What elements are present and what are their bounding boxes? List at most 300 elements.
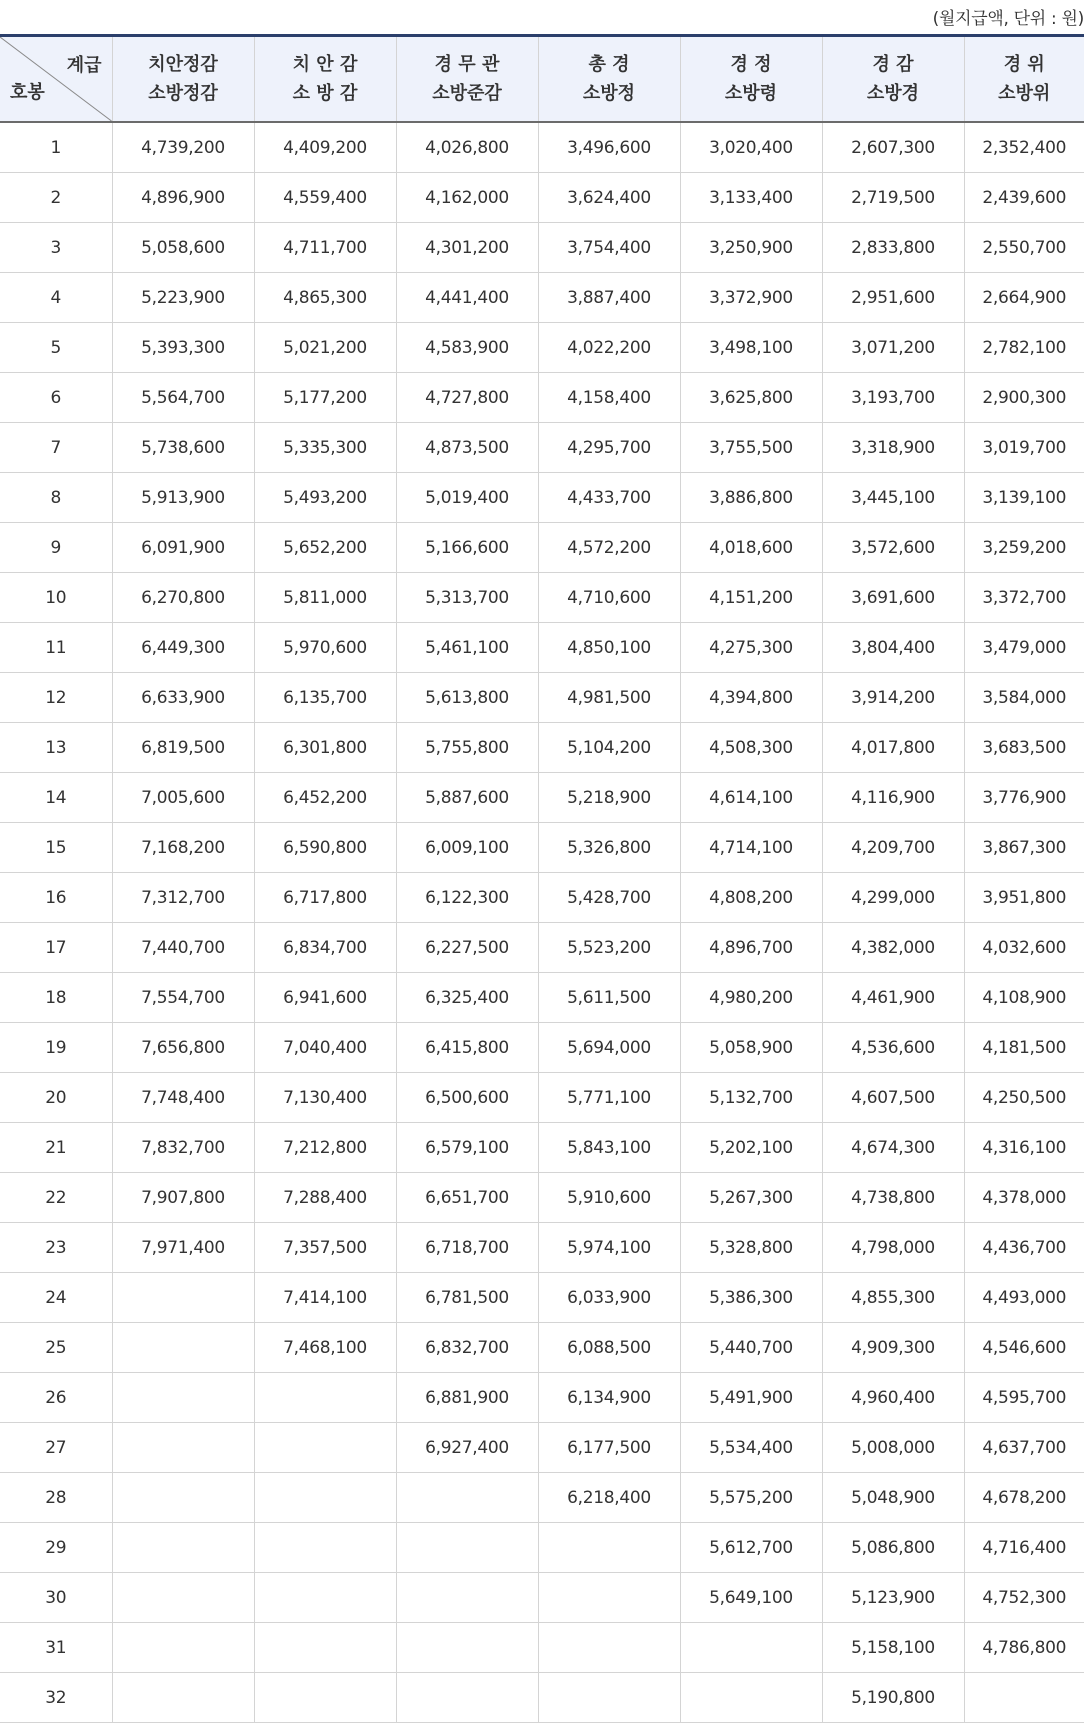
salary-cell: 3,445,100 <box>822 473 964 523</box>
salary-cell: 2,833,800 <box>822 223 964 273</box>
salary-cell: 5,755,800 <box>396 723 538 773</box>
step-number-cell: 15 <box>0 823 112 873</box>
salary-cell: 4,865,300 <box>254 273 396 323</box>
table-row <box>0 923 1084 973</box>
salary-cell: 4,181,500 <box>964 1023 1084 1073</box>
step-number-cell: 10 <box>0 573 112 623</box>
salary-cell: 5,008,000 <box>822 1423 964 1473</box>
salary-cell: 6,033,900 <box>538 1273 680 1323</box>
salary-cell: 7,130,400 <box>254 1073 396 1123</box>
salary-cell: 6,227,500 <box>396 923 538 973</box>
table-row <box>0 973 1084 1023</box>
header-fire-rank: 소방경 <box>866 83 920 104</box>
header-fire-rank: 소방준감 <box>432 83 502 104</box>
table-row <box>0 423 1084 473</box>
salary-cell: 3,496,600 <box>538 122 680 173</box>
salary-cell: 4,583,900 <box>396 323 538 373</box>
salary-cell <box>112 1573 254 1623</box>
salary-cell: 6,500,600 <box>396 1073 538 1123</box>
salary-cell: 4,786,800 <box>964 1623 1084 1673</box>
salary-cell: 2,439,600 <box>964 173 1084 223</box>
step-number-cell: 28 <box>0 1473 112 1523</box>
salary-cell: 5,613,800 <box>396 673 538 723</box>
step-number-cell: 23 <box>0 1223 112 1273</box>
step-number-cell: 8 <box>0 473 112 523</box>
salary-cell: 6,452,200 <box>254 773 396 823</box>
header-rank-col-6 <box>822 36 964 123</box>
salary-cell: 2,719,500 <box>822 173 964 223</box>
salary-cell: 4,378,000 <box>964 1173 1084 1223</box>
salary-cell: 4,614,100 <box>680 773 822 823</box>
salary-cell <box>112 1623 254 1673</box>
salary-cell: 6,781,500 <box>396 1273 538 1323</box>
header-step-label: 호봉 <box>10 82 45 103</box>
header-police-rank: 경 무 관 <box>434 54 500 75</box>
salary-cell: 4,607,500 <box>822 1073 964 1123</box>
salary-cell: 4,981,500 <box>538 673 680 723</box>
salary-cell: 6,449,300 <box>112 623 254 673</box>
salary-cell: 4,116,900 <box>822 773 964 823</box>
table-row <box>0 1523 1084 1573</box>
header-rank-col-7 <box>964 36 1084 123</box>
salary-cell: 4,739,200 <box>112 122 254 173</box>
table-row <box>0 573 1084 623</box>
salary-cell: 4,572,200 <box>538 523 680 573</box>
salary-cell: 5,326,800 <box>538 823 680 873</box>
salary-cell: 5,611,500 <box>538 973 680 1023</box>
salary-cell <box>396 1473 538 1523</box>
unit-note: (월지급액, 단위 : 원) <box>932 9 1084 29</box>
salary-cell: 5,910,600 <box>538 1173 680 1223</box>
step-number-cell: 4 <box>0 273 112 323</box>
salary-cell: 6,717,800 <box>254 873 396 923</box>
salary-cell <box>538 1573 680 1623</box>
salary-cell: 2,550,700 <box>964 223 1084 273</box>
step-number-cell: 32 <box>0 1673 112 1723</box>
header-rank-col-4 <box>538 36 680 123</box>
salary-cell <box>254 1423 396 1473</box>
salary-cell: 6,579,100 <box>396 1123 538 1173</box>
salary-cell: 4,508,300 <box>680 723 822 773</box>
table-header-row <box>0 36 1084 123</box>
salary-cell <box>254 1473 396 1523</box>
salary-cell <box>396 1673 538 1723</box>
salary-cell: 7,040,400 <box>254 1023 396 1073</box>
salary-cell: 5,652,200 <box>254 523 396 573</box>
table-row <box>0 1123 1084 1173</box>
salary-cell: 5,104,200 <box>538 723 680 773</box>
step-number-cell: 31 <box>0 1623 112 1673</box>
step-number-cell: 13 <box>0 723 112 773</box>
salary-cell: 3,886,800 <box>680 473 822 523</box>
salary-table <box>0 34 1084 1723</box>
salary-cell: 4,798,000 <box>822 1223 964 1273</box>
table-row <box>0 1423 1084 1473</box>
table-row <box>0 273 1084 323</box>
salary-cell: 7,005,600 <box>112 773 254 823</box>
table-row <box>0 323 1084 373</box>
salary-cell <box>396 1573 538 1623</box>
salary-cell: 3,625,800 <box>680 373 822 423</box>
salary-cell: 2,352,400 <box>964 122 1084 173</box>
step-number-cell: 26 <box>0 1373 112 1423</box>
salary-cell: 5,335,300 <box>254 423 396 473</box>
salary-cell: 7,414,100 <box>254 1273 396 1323</box>
salary-cell: 3,193,700 <box>822 373 964 423</box>
salary-cell: 7,168,200 <box>112 823 254 873</box>
salary-cell: 5,491,900 <box>680 1373 822 1423</box>
header-fire-rank: 소방위 <box>998 83 1051 104</box>
salary-cell: 5,328,800 <box>680 1223 822 1273</box>
table-row <box>0 1023 1084 1073</box>
salary-cell: 4,716,400 <box>964 1523 1084 1573</box>
salary-cell <box>964 1673 1084 1723</box>
salary-cell: 3,804,400 <box>822 623 964 673</box>
table-body <box>0 122 1084 1723</box>
salary-cell: 5,123,900 <box>822 1573 964 1623</box>
salary-cell: 6,218,400 <box>538 1473 680 1523</box>
salary-cell: 6,633,900 <box>112 673 254 723</box>
salary-cell: 6,301,800 <box>254 723 396 773</box>
step-number-cell: 6 <box>0 373 112 423</box>
salary-cell: 5,086,800 <box>822 1523 964 1573</box>
salary-cell: 4,873,500 <box>396 423 538 473</box>
salary-cell: 3,479,000 <box>964 623 1084 673</box>
table-row <box>0 1573 1084 1623</box>
salary-cell: 5,970,600 <box>254 623 396 673</box>
salary-cell: 6,927,400 <box>396 1423 538 1473</box>
salary-cell: 4,595,700 <box>964 1373 1084 1423</box>
salary-cell: 4,032,600 <box>964 923 1084 973</box>
salary-cell: 2,900,300 <box>964 373 1084 423</box>
salary-cell: 3,498,100 <box>680 323 822 373</box>
salary-cell: 4,018,600 <box>680 523 822 573</box>
step-number-cell: 30 <box>0 1573 112 1623</box>
salary-cell: 3,259,200 <box>964 523 1084 573</box>
salary-cell: 7,468,100 <box>254 1323 396 1373</box>
step-number-cell: 2 <box>0 173 112 223</box>
salary-cell <box>254 1373 396 1423</box>
salary-cell: 4,436,700 <box>964 1223 1084 1273</box>
salary-cell <box>112 1373 254 1423</box>
salary-cell: 5,132,700 <box>680 1073 822 1123</box>
step-number-cell: 1 <box>0 122 112 173</box>
salary-cell <box>254 1523 396 1573</box>
step-number-cell: 3 <box>0 223 112 273</box>
salary-cell: 4,714,100 <box>680 823 822 873</box>
header-police-rank: 치 안 감 <box>292 54 358 75</box>
salary-cell: 4,151,200 <box>680 573 822 623</box>
salary-cell: 3,867,300 <box>964 823 1084 873</box>
salary-cell: 7,440,700 <box>112 923 254 973</box>
salary-cell: 6,088,500 <box>538 1323 680 1373</box>
salary-cell: 3,914,200 <box>822 673 964 723</box>
salary-cell: 4,409,200 <box>254 122 396 173</box>
table-row <box>0 1173 1084 1223</box>
header-police-rank: 경 위 <box>1003 54 1045 75</box>
salary-cell: 5,019,400 <box>396 473 538 523</box>
salary-cell: 3,584,000 <box>964 673 1084 723</box>
salary-cell: 5,887,600 <box>396 773 538 823</box>
step-number-cell: 9 <box>0 523 112 573</box>
salary-cell: 3,372,900 <box>680 273 822 323</box>
salary-cell: 5,313,700 <box>396 573 538 623</box>
salary-cell: 4,299,000 <box>822 873 964 923</box>
salary-cell: 4,433,700 <box>538 473 680 523</box>
salary-cell: 6,134,900 <box>538 1373 680 1423</box>
salary-cell: 4,808,200 <box>680 873 822 923</box>
table-row <box>0 1373 1084 1423</box>
salary-cell: 6,415,800 <box>396 1023 538 1073</box>
salary-cell: 6,590,800 <box>254 823 396 873</box>
salary-cell: 6,177,500 <box>538 1423 680 1473</box>
salary-cell: 3,250,900 <box>680 223 822 273</box>
salary-cell: 4,441,400 <box>396 273 538 323</box>
salary-cell: 5,493,200 <box>254 473 396 523</box>
salary-cell <box>680 1673 822 1723</box>
table-row <box>0 373 1084 423</box>
salary-cell: 5,575,200 <box>680 1473 822 1523</box>
salary-cell: 2,664,900 <box>964 273 1084 323</box>
table-row <box>0 523 1084 573</box>
salary-cell: 4,546,600 <box>964 1323 1084 1373</box>
salary-cell: 4,382,000 <box>822 923 964 973</box>
salary-cell: 3,139,100 <box>964 473 1084 523</box>
step-number-cell: 29 <box>0 1523 112 1573</box>
salary-cell <box>112 1523 254 1573</box>
salary-cell: 4,850,100 <box>538 623 680 673</box>
salary-cell: 4,301,200 <box>396 223 538 273</box>
salary-cell: 6,325,400 <box>396 973 538 1023</box>
salary-cell <box>538 1623 680 1673</box>
header-police-rank: 치안정감 <box>148 54 218 75</box>
salary-cell: 4,209,700 <box>822 823 964 873</box>
salary-cell: 5,771,100 <box>538 1073 680 1123</box>
step-number-cell: 16 <box>0 873 112 923</box>
salary-cell: 7,748,400 <box>112 1073 254 1123</box>
salary-cell: 4,158,400 <box>538 373 680 423</box>
salary-cell: 4,711,700 <box>254 223 396 273</box>
salary-cell: 3,372,700 <box>964 573 1084 623</box>
salary-cell: 2,782,100 <box>964 323 1084 373</box>
salary-cell <box>396 1623 538 1673</box>
salary-cell: 3,318,900 <box>822 423 964 473</box>
salary-cell: 3,019,700 <box>964 423 1084 473</box>
salary-cell: 7,907,800 <box>112 1173 254 1223</box>
salary-cell: 5,811,000 <box>254 573 396 623</box>
header-police-rank: 경 정 <box>730 54 772 75</box>
salary-cell: 5,158,100 <box>822 1623 964 1673</box>
salary-cell: 4,674,300 <box>822 1123 964 1173</box>
salary-cell: 4,536,600 <box>822 1023 964 1073</box>
salary-cell: 4,493,000 <box>964 1273 1084 1323</box>
step-number-cell: 24 <box>0 1273 112 1323</box>
table-row <box>0 823 1084 873</box>
header-rank-col-2 <box>254 36 396 123</box>
salary-cell: 5,843,100 <box>538 1123 680 1173</box>
salary-cell: 4,275,300 <box>680 623 822 673</box>
salary-cell: 6,091,900 <box>112 523 254 573</box>
salary-cell <box>254 1673 396 1723</box>
salary-cell: 4,559,400 <box>254 173 396 223</box>
header-fire-rank: 소방정 <box>582 83 636 104</box>
table-row <box>0 1273 1084 1323</box>
salary-cell <box>112 1323 254 1373</box>
salary-cell: 6,718,700 <box>396 1223 538 1273</box>
salary-cell: 6,651,700 <box>396 1173 538 1223</box>
salary-cell <box>680 1623 822 1673</box>
salary-cell: 6,819,500 <box>112 723 254 773</box>
salary-cell <box>112 1673 254 1723</box>
salary-cell: 6,122,300 <box>396 873 538 923</box>
salary-cell <box>396 1523 538 1573</box>
salary-cell: 4,108,900 <box>964 973 1084 1023</box>
salary-cell: 5,974,100 <box>538 1223 680 1273</box>
salary-cell: 4,461,900 <box>822 973 964 1023</box>
header-fire-rank: 소방정감 <box>148 83 218 104</box>
salary-cell: 6,009,100 <box>396 823 538 873</box>
step-number-cell: 5 <box>0 323 112 373</box>
salary-cell: 5,177,200 <box>254 373 396 423</box>
step-number-cell: 11 <box>0 623 112 673</box>
salary-cell: 5,534,400 <box>680 1423 822 1473</box>
salary-cell: 4,316,100 <box>964 1123 1084 1173</box>
salary-cell: 7,971,400 <box>112 1223 254 1273</box>
header-police-rank: 경 감 <box>872 54 914 75</box>
salary-cell: 5,048,900 <box>822 1473 964 1523</box>
step-number-cell: 25 <box>0 1323 112 1373</box>
salary-cell: 5,021,200 <box>254 323 396 373</box>
salary-cell: 5,738,600 <box>112 423 254 473</box>
table-row <box>0 1323 1084 1373</box>
table-row <box>0 623 1084 673</box>
salary-cell: 5,058,600 <box>112 223 254 273</box>
table-row <box>0 1223 1084 1273</box>
salary-cell <box>112 1273 254 1323</box>
step-number-cell: 19 <box>0 1023 112 1073</box>
salary-cell: 3,572,600 <box>822 523 964 573</box>
salary-cell: 5,694,000 <box>538 1023 680 1073</box>
salary-cell: 6,832,700 <box>396 1323 538 1373</box>
step-number-cell: 27 <box>0 1423 112 1473</box>
salary-cell: 5,393,300 <box>112 323 254 373</box>
salary-cell: 7,357,500 <box>254 1223 396 1273</box>
salary-cell: 4,752,300 <box>964 1573 1084 1623</box>
step-number-cell: 21 <box>0 1123 112 1173</box>
salary-cell: 5,166,600 <box>396 523 538 573</box>
table-row <box>0 122 1084 173</box>
salary-cell: 4,017,800 <box>822 723 964 773</box>
header-rank-col-1 <box>112 36 254 123</box>
step-number-cell: 12 <box>0 673 112 723</box>
header-rank-col-3 <box>396 36 538 123</box>
table-row <box>0 223 1084 273</box>
salary-cell: 6,834,700 <box>254 923 396 973</box>
salary-cell: 4,295,700 <box>538 423 680 473</box>
table-row <box>0 1073 1084 1123</box>
salary-cell: 3,776,900 <box>964 773 1084 823</box>
salary-cell: 4,394,800 <box>680 673 822 723</box>
header-rank-col-5 <box>680 36 822 123</box>
step-number-cell: 20 <box>0 1073 112 1123</box>
salary-cell: 3,071,200 <box>822 323 964 373</box>
table-row <box>0 873 1084 923</box>
header-corner-cell <box>0 36 112 123</box>
salary-cell: 6,135,700 <box>254 673 396 723</box>
salary-cell: 5,218,900 <box>538 773 680 823</box>
step-number-cell: 14 <box>0 773 112 823</box>
salary-cell: 2,607,300 <box>822 122 964 173</box>
table-row <box>0 1473 1084 1523</box>
table-row <box>0 1673 1084 1723</box>
salary-cell: 2,951,600 <box>822 273 964 323</box>
header-rank-label: 계급 <box>66 55 102 76</box>
salary-cell: 4,896,700 <box>680 923 822 973</box>
salary-cell: 4,727,800 <box>396 373 538 423</box>
salary-cell: 4,896,900 <box>112 173 254 223</box>
salary-cell: 3,683,500 <box>964 723 1084 773</box>
salary-cell: 4,855,300 <box>822 1273 964 1323</box>
salary-cell: 4,637,700 <box>964 1423 1084 1473</box>
salary-cell: 5,058,900 <box>680 1023 822 1073</box>
table-row <box>0 773 1084 823</box>
salary-cell: 3,887,400 <box>538 273 680 323</box>
salary-cell: 4,710,600 <box>538 573 680 623</box>
salary-cell: 4,909,300 <box>822 1323 964 1373</box>
salary-cell: 3,755,500 <box>680 423 822 473</box>
table-row <box>0 173 1084 223</box>
salary-cell: 3,133,400 <box>680 173 822 223</box>
header-fire-rank: 소 방 감 <box>292 83 358 104</box>
salary-cell: 3,020,400 <box>680 122 822 173</box>
salary-cell: 5,649,100 <box>680 1573 822 1623</box>
table-row <box>0 473 1084 523</box>
salary-cell: 5,428,700 <box>538 873 680 923</box>
salary-cell: 4,678,200 <box>964 1473 1084 1523</box>
table-row <box>0 723 1084 773</box>
table-row <box>0 1623 1084 1673</box>
salary-cell: 7,288,400 <box>254 1173 396 1223</box>
salary-cell: 7,212,800 <box>254 1123 396 1173</box>
salary-cell: 4,960,400 <box>822 1373 964 1423</box>
salary-cell: 4,250,500 <box>964 1073 1084 1123</box>
salary-cell <box>538 1523 680 1573</box>
salary-cell <box>112 1423 254 1473</box>
salary-cell: 5,461,100 <box>396 623 538 673</box>
salary-cell: 4,026,800 <box>396 122 538 173</box>
salary-cell: 4,022,200 <box>538 323 680 373</box>
salary-cell: 5,612,700 <box>680 1523 822 1573</box>
salary-cell <box>538 1673 680 1723</box>
step-number-cell: 22 <box>0 1173 112 1223</box>
salary-cell: 3,951,800 <box>964 873 1084 923</box>
step-number-cell: 17 <box>0 923 112 973</box>
header-police-rank: 총 경 <box>588 54 630 75</box>
salary-cell: 7,312,700 <box>112 873 254 923</box>
salary-cell: 5,913,900 <box>112 473 254 523</box>
salary-cell: 3,754,400 <box>538 223 680 273</box>
salary-cell: 5,190,800 <box>822 1673 964 1723</box>
salary-cell <box>254 1573 396 1623</box>
salary-cell: 5,386,300 <box>680 1273 822 1323</box>
salary-cell: 7,656,800 <box>112 1023 254 1073</box>
salary-cell <box>254 1623 396 1673</box>
salary-cell: 5,523,200 <box>538 923 680 973</box>
salary-cell: 5,440,700 <box>680 1323 822 1373</box>
salary-cell: 5,564,700 <box>112 373 254 423</box>
header-fire-rank: 소방령 <box>724 83 778 104</box>
salary-cell: 6,941,600 <box>254 973 396 1023</box>
